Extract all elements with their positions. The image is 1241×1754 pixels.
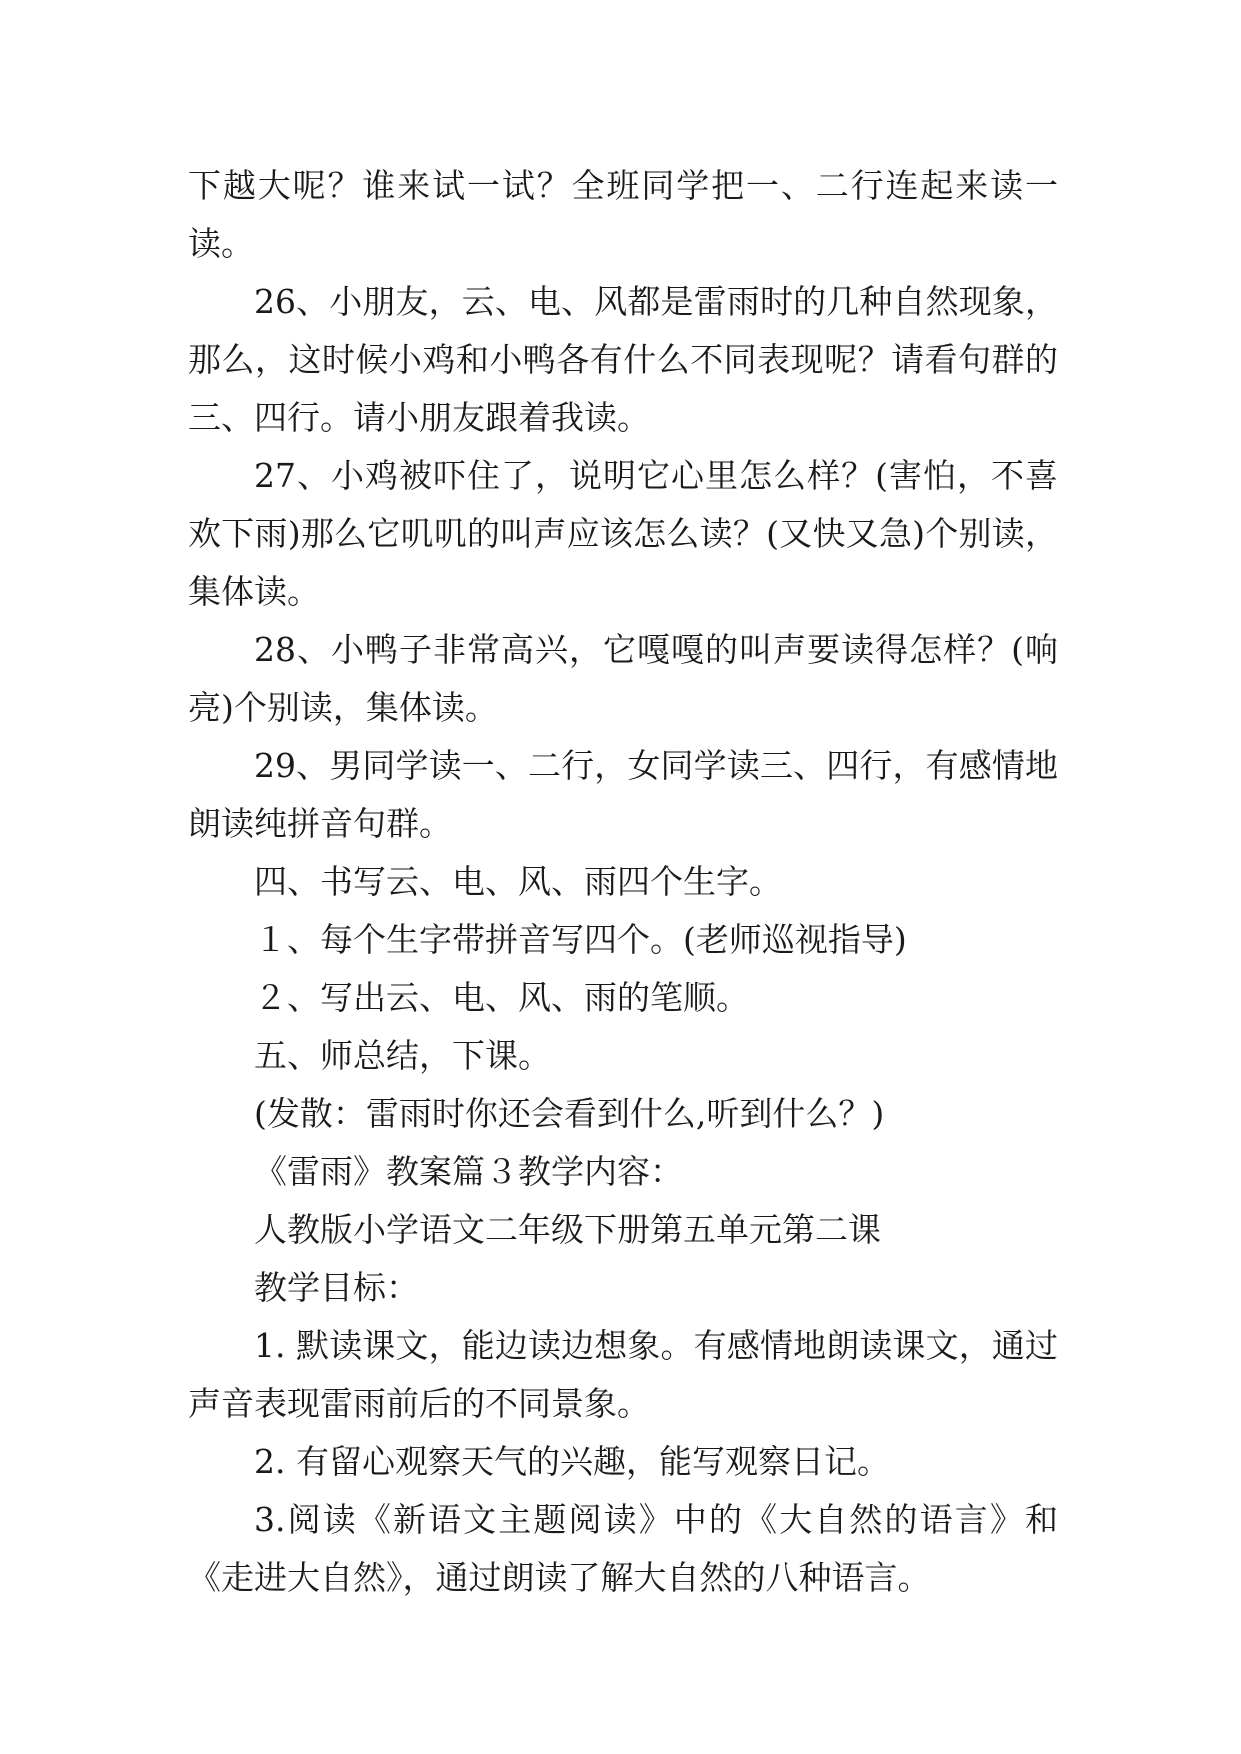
lesson-source: 人教版小学语文二年级下册第五单元第二课: [254, 1210, 881, 1249]
paragraph-step-26: 26、小朋友，云、电、风都是雷雨时的几种自然现象，那么，这时候小鸡和小鸭各有什么不同表现呢？请看句群的三、四行。请小朋友跟着我读。: [188, 282, 1058, 437]
paragraph-writing-1: １、每个生字带拼音写四个。(老师巡视指导): [254, 920, 907, 959]
paragraph-divergent: (发散：雷雨时你还会看到什么,听到什么？): [254, 1094, 885, 1133]
document-body: [188, 157, 1058, 1607]
objective-3: 3.阅读《新语文主题阅读》中的《大自然的语言》和《走进大自然》，通过朗读了解大自然的八种语言。: [188, 1500, 1058, 1597]
paragraph-step-29: 29、男同学读一、二行，女同学读三、四行，有感情地朗读纯拼音句群。: [188, 746, 1058, 843]
objective-1: 1. 默读课文，能边读边想象。有感情地朗读课文，通过声音表现雷雨前后的不同景象。: [188, 1326, 1058, 1423]
section-heading-summary: 五、师总结，下课。: [254, 1036, 551, 1075]
lesson-plan-title: 《雷雨》教案篇３教学内容：: [254, 1152, 683, 1191]
paragraph-continuation: 下越大呢？谁来试一试？全班同学把一、二行连起来读一读。: [188, 166, 1058, 263]
paragraph-step-28: 28、小鸭子非常高兴，它嘎嘎的叫声要读得怎样？(响亮)个别读，集体读。: [188, 630, 1058, 727]
paragraph-step-27: 27、小鸡被吓住了，说明它心里怎么样？(害怕，不喜欢下雨)那么它叽叽的叫声应该怎么读？(又快又急)个别读，集体读。: [188, 456, 1058, 611]
paragraph-writing-2: ２、写出云、电、风、雨的笔顺。: [254, 978, 749, 1017]
objectives-heading: 教学目标：: [254, 1268, 419, 1307]
objective-2: 2. 有留心观察天气的兴趣，能写观察日记。: [254, 1442, 890, 1481]
section-heading-writing: 四、书写云、电、风、雨四个生字。: [254, 862, 782, 901]
